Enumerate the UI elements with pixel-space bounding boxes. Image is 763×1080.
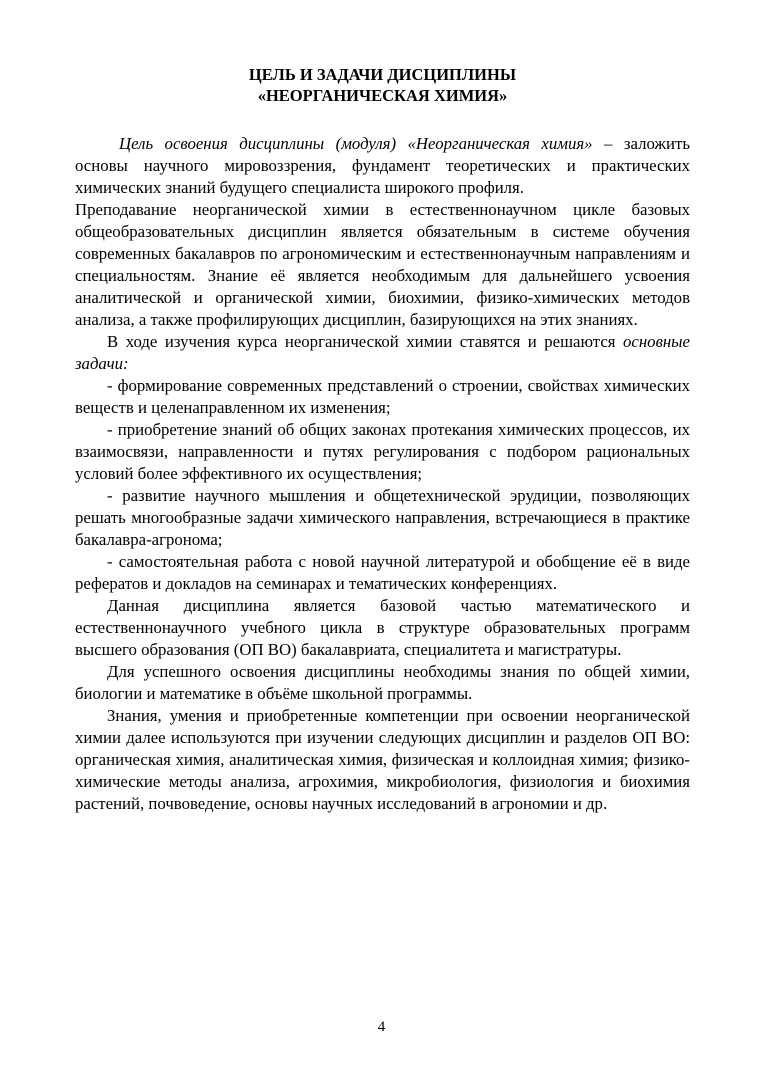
page-number: 4 — [377, 1019, 386, 1035]
tasks-intro-italic: основные задачи: — [75, 332, 690, 373]
task-item-knowledge: - приобретение знаний об общих законах протекания химических процессов, их взаимосвязи, направленности и путях регулирования с подбором рациональных условий более эффективного их осуществления; — [75, 420, 690, 483]
tasks-intro-regular: В ходе изучения курса неорганической химии ставятся и решаются — [107, 332, 624, 351]
paragraph-teaching: Преподавание неорганической химии в естественнонаучном цикле базовых общеобразовательных дисциплин является обязательным в системе обучения современных бакалавров по агрономическим и естественнонаучным направлениям и специальностям. Знание её является необходимым для дальнейшего усвоения аналитической и органической химии, биохимии, физико-химических методов анализа, а также профилирующих дисциплин, базирующихся на этих знаниях. — [75, 200, 690, 329]
title-line-1: ЦЕЛЬ И ЗАДАЧИ ДИСЦИПЛИНЫ — [248, 65, 517, 84]
goal-italic-lead: Цель освоения дисциплины (модуля) «Неорганическая химия» — [119, 134, 593, 153]
task-item-formation: - формирование современных представлений о строении, свойствах химических веществ и целенаправленном их изменения; — [75, 376, 690, 417]
task-item-independent-work: - самостоятельная работа с новой научной литературой и обобщение её в виде рефератов и докладов на семинарах и тематических конференциях. — [75, 552, 690, 593]
paragraph-tasks-intro — [75, 331, 690, 375]
goal-regular-text: – заложить основы научного мировоззрения, фундамент теоретических и практических химических знаний будущего специалиста широкого профиля. — [75, 134, 690, 197]
task-item-thinking: - развитие научного мышления и общетехнической эрудиции, позволяющих решать многообразные задачи химического направления, встречающиеся в практике бакалавра-агронома; — [75, 486, 690, 549]
paragraph-discipline-base: Данная дисциплина является базовой частью математического и естественнонаучного учебного цикла в структуре образовательных программ высшего образования (ОП ВО) бакалавриата, специалитета и магистратуры. — [75, 596, 690, 659]
paragraph-competencies: Знания, умения и приобретенные компетенции при освоении неорганической химии далее используются при изучении следующих дисциплин и разделов ОП ВО: органическая химия, аналитическая химия, физическая и коллоидная химия; физико-химические методы анализа, агрохимия, микробиология, физиология и биохимия растений, почвоведение, основы научных исследований в агрономии и др. — [75, 706, 690, 813]
page-title — [75, 64, 690, 106]
paragraph-goal — [75, 133, 690, 199]
title-line-2: «НЕОРГАНИЧЕСКАЯ ХИМИЯ» — [257, 86, 508, 105]
paragraph-prerequisites: Для успешного освоения дисциплины необходимы знания по общей химии, биологии и математике в объёме школьной программы. — [75, 662, 690, 703]
